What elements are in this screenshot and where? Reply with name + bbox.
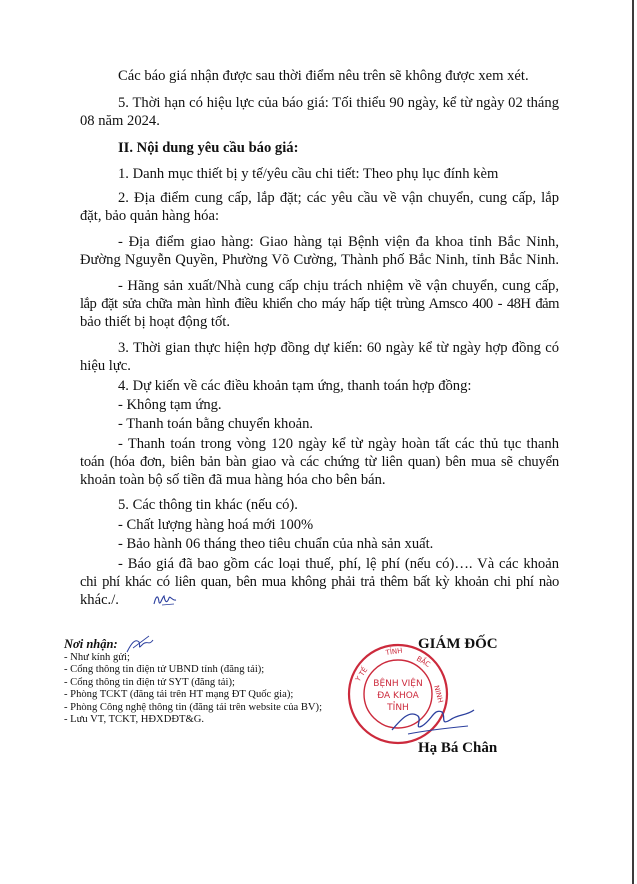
body-line-5: 1. Danh mục thiết bị y tế/yêu cầu chi tiết: Theo phụ lục đính kèm [118, 166, 499, 182]
svg-text:BẮC: BẮC [415, 654, 432, 669]
body-line-26: khác./. [80, 592, 119, 608]
body-line-3: 08 năm 2024. [80, 113, 160, 129]
recipient-item: - Như kính gửi; [64, 652, 130, 663]
body-line-6: 2. Địa điểm cung cấp, lắp đặt; các yêu cầu về vận chuyển, cung cấp, lắp [118, 190, 559, 206]
body-line-20: khoản toàn bộ số tiền đã mua hàng hóa cho bên bán. [80, 472, 386, 488]
body-line-15: 4. Dự kiến về các điều khoản tạm ứng, thanh toán hợp đồng: [118, 378, 472, 394]
body-line-24: - Báo giá đã bao gồm các loại thuế, phí, lệ phí (nếu có)…. Và các khoản [118, 556, 559, 572]
body-line-19: toán (hóa đơn, biên bản bàn giao và các chứng từ liên quan) bên mua sẽ chuyển [80, 454, 559, 470]
svg-text:TỈNH: TỈNH [385, 646, 403, 657]
svg-text:ĐA KHOA: ĐA KHOA [377, 691, 419, 701]
director-name: Hạ Bá Chân [418, 740, 498, 756]
svg-text:TỈNH: TỈNH [387, 703, 409, 713]
initial-signature-icon [152, 592, 178, 608]
body-line-11: lắp đặt sửa chữa màn hình điều khiển cho máy hấp tiệt trùng Amsco 400 - 48H đảm [80, 296, 559, 312]
body-line-2: 5. Thời hạn có hiệu lực của báo giá: Tối thiểu 90 ngày, kể từ ngày 02 tháng [118, 95, 559, 111]
body-line-18: - Thanh toán trong vòng 120 ngày kể từ ngày hoàn tất các thủ tục thanh [118, 436, 559, 452]
body-line-7: đặt, bảo quản hàng hóa: [80, 208, 220, 224]
svg-text:Y TẾ: Y TẾ [354, 666, 370, 684]
recipient-item: - Cổng thông tin điện tử SYT (đăng tải); [64, 676, 235, 688]
recipient-item: - Lưu VT, TCKT, HĐXDĐT&G. [64, 714, 205, 726]
page-edge [632, 0, 634, 884]
body-line-1: Các báo giá nhận được sau thời điểm nêu trên sẽ không được xem xét. [118, 68, 529, 84]
body-line-17: - Thanh toán bằng chuyển khoản. [118, 416, 314, 432]
body-line-13: 3. Thời gian thực hiện hợp đồng dự kiến: 60 ngày kể từ ngày hợp đồng có [118, 340, 559, 356]
body-line-21: 5. Các thông tin khác (nếu có). [118, 497, 298, 513]
body-line-14: hiệu lực. [80, 358, 131, 374]
director-signature-icon [388, 700, 478, 740]
body-line-22: - Chất lượng hàng hoá mới 100% [118, 517, 314, 533]
body-line-23: - Bảo hành 06 tháng theo tiêu chuẩn của nhà sản xuất. [118, 536, 434, 552]
recipient-item: - Phòng TCKT (đăng tải trên HT mạng ĐT Quốc gia); [64, 689, 294, 701]
body-line-8: - Địa điểm giao hàng: Giao hàng tại Bệnh viện đa khoa tỉnh Bắc Ninh, [118, 234, 559, 250]
body-line-9: Đường Nguyễn Quyền, Phường Võ Cường, Thành phố Bắc Ninh, tỉnh Bắc Ninh. [80, 252, 559, 268]
recipient-item: - Phòng Công nghệ thông tin (đăng tải trên website của BV); [64, 701, 323, 713]
director-title: GIÁM ĐỐC [418, 636, 498, 652]
body-line-16: - Không tạm ứng. [118, 397, 222, 413]
body-line-12: bảo thiết bị hoạt động tốt. [80, 314, 230, 330]
body-line-25: chi phí khác có liên quan, bên mua không phải trả thêm bất kỳ khoản chi phí nào [80, 574, 559, 590]
svg-text:BỆNH VIỆN: BỆNH VIỆN [373, 679, 423, 689]
section-heading: II. Nội dung yêu cầu báo giá: [118, 140, 299, 156]
recipients-list [64, 652, 322, 726]
recipients-title: Nơi nhận: [64, 637, 118, 651]
body-line-10: - Hãng sản xuất/Nhà cung cấp chịu trách nhiệm về vận chuyển, cung cấp, [118, 278, 559, 294]
recipient-item: - Cổng thông tin điện tử UBND tỉnh (đăng tải); [64, 664, 265, 676]
svg-text:NINH: NINH [432, 684, 445, 704]
